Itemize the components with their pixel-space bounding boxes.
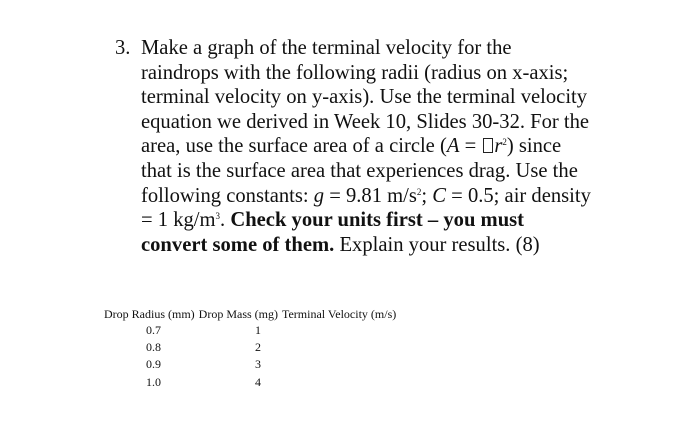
cell-mass: 4 <box>255 374 261 389</box>
radius-symbol: r <box>494 135 503 158</box>
table-header <box>104 306 396 322</box>
header-terminal-velocity: Terminal Velocity (m/s) <box>281 307 397 321</box>
bold-instruction: Check your units first – you must <box>230 209 525 232</box>
gravity-symbol: g <box>313 184 325 207</box>
text-span: Explain your results. (8) <box>334 233 540 256</box>
cell-radius: 1.0 <box>146 374 161 389</box>
question-line <box>141 134 635 159</box>
text-span: area, use the surface area of a circle ( <box>141 135 447 158</box>
data-table <box>104 306 396 391</box>
cell-radius: 0.9 <box>146 357 161 372</box>
question-line <box>141 233 635 258</box>
table-row <box>104 322 396 339</box>
missing-pi-glyph-icon <box>483 138 493 153</box>
cell-mass: 2 <box>255 340 261 355</box>
question-line: terminal velocity on y-axis). Use the terminal velocity <box>141 86 588 109</box>
cell-radius: 0.8 <box>146 340 161 355</box>
text-span: ) since <box>506 135 562 158</box>
question-line <box>141 208 635 233</box>
header-drop-mass: Drop Mass (mg) <box>198 307 278 321</box>
table-row <box>104 356 396 373</box>
text-span: = 9.81 m/s <box>324 184 417 207</box>
table-row <box>104 339 396 356</box>
bold-instruction: convert some of them. <box>141 233 335 256</box>
table-row <box>104 374 396 391</box>
text-span: . <box>220 209 231 232</box>
text-span: following constants: <box>141 184 314 207</box>
drag-coefficient-symbol: C <box>432 184 447 207</box>
cell-mass: 1 <box>255 323 261 337</box>
question-line: that is the surface area that experiences drag. Use the <box>141 159 578 182</box>
cell-radius: 0.7 <box>146 323 161 337</box>
question-line: Make a graph of the terminal velocity for the <box>141 37 512 59</box>
question-line: equation we derived in Week 10, Slides 30-32. For the <box>141 110 590 133</box>
header-drop-radius: Drop Radius (mm) <box>104 307 195 321</box>
text-span: = <box>459 135 482 158</box>
question-line: raindrops with the following radii (radius on x-axis; <box>141 61 569 84</box>
exponent: 2 <box>502 137 507 148</box>
text-span: ; <box>421 184 433 207</box>
text-span: = 1 kg/m <box>141 209 216 232</box>
cell-mass: 3 <box>255 357 261 372</box>
exponent: 3 <box>215 211 221 222</box>
question-number: 3. <box>115 37 131 59</box>
text-span: = 0.5; air density <box>446 184 591 207</box>
question-text <box>141 36 635 257</box>
question-line <box>141 184 635 209</box>
exponent: 2 <box>416 186 422 197</box>
area-symbol: A <box>446 135 460 158</box>
question-block <box>115 36 635 257</box>
